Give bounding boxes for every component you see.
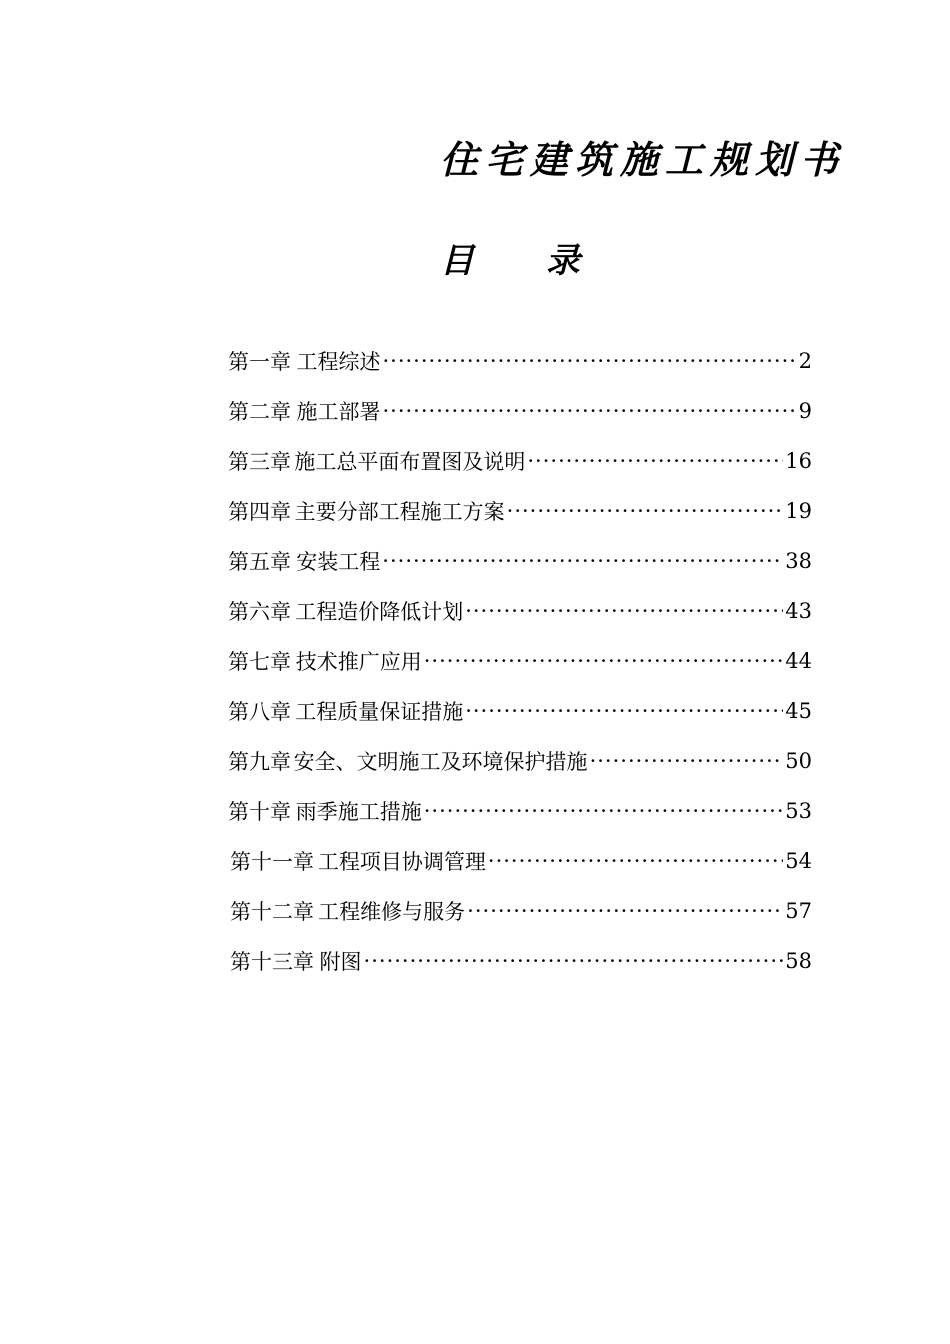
toc-chapter-title: 主要分部工程施工方案 — [294, 500, 505, 524]
toc-leader-dots — [382, 349, 796, 373]
toc-chapter-title: 雨季施工措施 — [295, 800, 422, 824]
toc-leader-dots — [590, 749, 784, 773]
toc-chapter-title: 安全、文明施工及环境保护措施 — [293, 750, 588, 774]
toc-entry[interactable] — [230, 836, 812, 886]
toc-page-number: 16 — [785, 449, 812, 473]
toc-chapter-number: 第九章 — [228, 750, 291, 774]
toc-leader-dots — [488, 849, 783, 873]
toc-page-number: 58 — [785, 949, 812, 973]
toc-chapter-number: 第八章 — [228, 700, 291, 724]
toc-entry[interactable] — [228, 736, 812, 786]
toc-chapter-title: 技术推广应用 — [295, 650, 422, 674]
toc-page-number: 38 — [785, 549, 812, 573]
toc-chapter-number: 第六章 — [228, 600, 291, 624]
toc-chapter-number: 第一章 — [228, 350, 291, 374]
toc-page-number: 44 — [785, 649, 812, 673]
toc-leader-dots — [382, 549, 783, 573]
toc-entry[interactable] — [228, 536, 812, 586]
toc-leader-dots — [527, 449, 783, 473]
toc-page-number: 57 — [785, 899, 812, 923]
toc-leader-dots — [465, 599, 783, 623]
toc-chapter-title: 工程综述 — [296, 350, 381, 374]
toc-leader-dots — [465, 699, 783, 723]
toc-entry[interactable] — [228, 436, 812, 486]
toc-leader-dots — [364, 949, 784, 973]
toc-chapter-number: 第七章 — [228, 650, 291, 674]
toc-page-number: 19 — [785, 499, 812, 523]
toc-chapter-title: 安装工程 — [296, 550, 381, 574]
toc-leader-dots — [424, 649, 784, 673]
toc-entry[interactable] — [228, 586, 812, 636]
toc-leader-dots — [507, 499, 784, 523]
toc-page-number: 50 — [785, 749, 812, 773]
toc-entry[interactable] — [230, 886, 812, 936]
toc-chapter-number: 第十章 — [228, 800, 291, 824]
toc-chapter-title: 施工部署 — [296, 400, 381, 424]
toc-entry[interactable] — [230, 936, 812, 986]
toc-chapter-number: 第三章 — [228, 450, 291, 474]
toc-page-number: 53 — [785, 799, 812, 823]
toc-chapter-number: 第十一章 — [230, 850, 314, 874]
toc-chapter-title: 工程质量保证措施 — [295, 700, 464, 724]
toc-chapter-title: 工程造价降低计划 — [295, 600, 464, 624]
toc-leader-dots — [424, 799, 784, 823]
toc-chapter-title: 工程项目协调管理 — [317, 850, 486, 874]
toc-entry[interactable] — [228, 636, 812, 686]
toc-page-number: 2 — [798, 349, 812, 373]
document-title: 住宅建筑施工规划书 — [440, 137, 846, 182]
toc-page-number: 54 — [785, 849, 812, 873]
toc-chapter-number: 第五章 — [228, 550, 291, 574]
toc-chapter-title: 施工总平面布置图及说明 — [294, 450, 526, 474]
toc-chapter-title: 附图 — [319, 950, 362, 974]
toc-entry[interactable] — [228, 486, 812, 536]
toc-entry[interactable] — [228, 336, 812, 386]
toc-entry[interactable] — [228, 786, 812, 836]
toc-heading: 目 录 — [440, 241, 610, 281]
toc-page-number: 45 — [785, 699, 812, 723]
toc-page-number: 43 — [785, 599, 812, 623]
toc-entry[interactable] — [228, 686, 812, 736]
toc-chapter-number: 第二章 — [228, 400, 291, 424]
toc-chapter-number: 第十三章 — [230, 950, 314, 974]
toc-chapter-title: 工程维修与服务 — [318, 900, 466, 924]
toc-chapter-number: 第十二章 — [230, 900, 314, 924]
toc-leader-dots — [467, 899, 783, 923]
toc-leader-dots — [382, 399, 796, 423]
toc-page-number: 9 — [798, 399, 812, 423]
toc-chapter-number: 第四章 — [228, 500, 291, 524]
toc-entry[interactable] — [228, 386, 812, 436]
